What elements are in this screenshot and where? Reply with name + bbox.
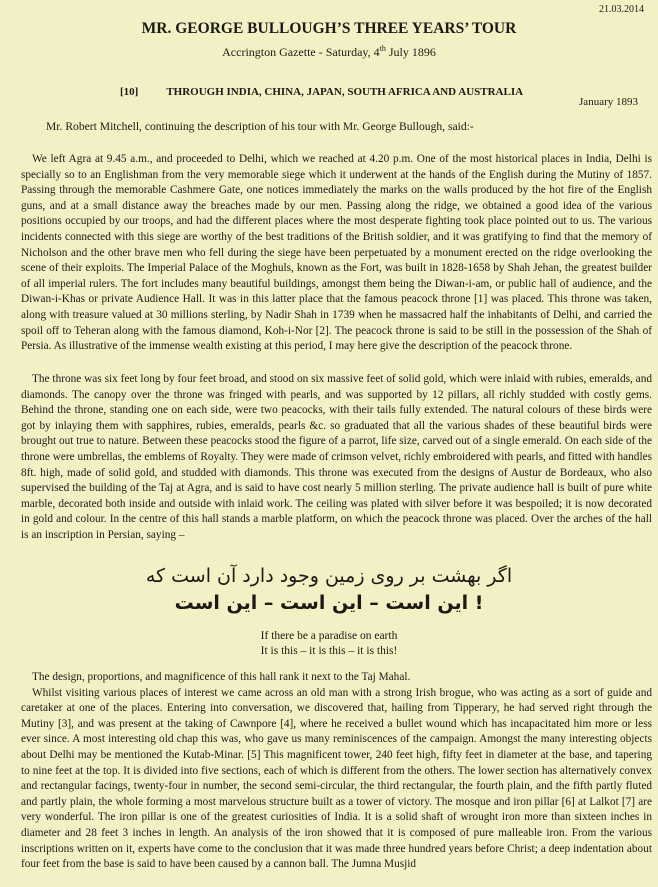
date-stamp: 21.03.2014 [599, 4, 644, 15]
section-number: [10] [120, 86, 139, 98]
paragraph-text: Whilst visiting various places of interest we came across an old man with a strong Irish brogue, who was acting as a sort of guide and caretaker at one of the places. Entering into conversation, we discovered that, hailing from Tipperary, he had served right through the Mutiny [3], and was present at the taking of Cawnpore [4], where he received a bullet wound which has incapacitated him more or less ever since. A most interesting old chap this was, who gave us many reminiscences of the campaign. Amongst the many interesting objects about Delhi may be mentioned the Kutab-Minar. [5] This magnificent tower, 240 feet high, fifty feet in diameter at the base, and tapering to nine feet at the top. It is divided into five sections, each of which is different from the others. The lower section has alternatively convex and rectangular facings, twenty-four in number, the second semi-circular, the third rectangular, the fourth plain, and the fifth partly fluted and partly plain, the whole forming a most marvelous structure built as a tower of victory. The mosque and iron pillar [6] at Lalkot [7] are very wonderful. The iron pillar is one of the greatest curiosities of India. It is a solid shaft of wrought iron more than sixteen inches in diameter and 28 feet 3 inches in length. An analysis of the iron showed that it is composed of pure malleable iron. From the various inscriptions written on it, experts have come to the conclusion that it was made three hundred years before Christ; a deep indentation about four feet from the base is said to have been caused by a cannon ball. The Jumna Musjid [21, 686, 652, 871]
dateline-ordinal: th [379, 44, 386, 53]
newspaper-dateline [0, 44, 658, 60]
paragraph-text: The design, proportions, and magnificence of this hall rank it next to the Taj Mahal. [32, 671, 411, 683]
body-paragraph-3 [21, 670, 652, 873]
paragraph-text: The throne was six feet long by four feet broad, and stood on six massive feet of solid gold, which were inlaid with rubies, emeralds, and diamonds. The canopy over the throne was fringed with pearls, and was supported by 12 pillars, all richly studded with costly gems. Behind the throne, standing one on each side, were two peacocks, with their tails fully extended. The natural colours of these birds were got by inlaying them with sapphires, rubies, emeralds, pearls &c. so graduated that all the various shades of these beautiful birds were brought out true to nature. Between these peacocks stood the figure of a parrot, life size, carved out of a single emerald. On each side of the throne were umbrellas, the emblems of Royalty. They were made of crimson velvet, richly embroidered with pearls, and fitted with handles 8ft. high, made of solid gold, and studded with diamonds. This throne was executed from the designs of Austur de Bordeaux, who also supervised the building of the Taj at Agra, and is said to have cost nearly 5 million sterling. The private audience hall is built of pure white marble, decorated both inside and outside with inlaid work. The ceiling was plated with silver before it was bespoiled; it is now decorated in gold and colour. In the centre of this hall stands a marble platform, on which the peacock throne was placed. Over the arches of the hall is an inscription in Persian, saying – [21, 373, 652, 541]
dateline-prefix: Accrington Gazette - Saturday, 4 [222, 45, 380, 59]
translation-line-1: If there be a paradise on earth [260, 630, 398, 642]
body-paragraph-1 [21, 152, 652, 355]
section-heading [120, 86, 523, 98]
article-title: MR. GEORGE BULLOUGH’S THREE YEARS’ TOUR [141, 20, 517, 37]
paragraph-text: We left Agra at 9.45 a.m., and proceeded to Delhi, which we reached at 4.20 p.m. One of the most historical places in India, Delhi is specially so to an Englishman from the very memorable siege which it underwent at the hands of the English during the Mutiny of 1857. Passing through the memorable Cashmere Gate, one notices immediately the marks on the walls produced by the hot fire of the English guns, and at a small distance away the breaches made by our men. Passing along the ridge, we obtained a good idea of the various positions occupied by our troops, and had the different places where the most desperate fighting took place pointed out to us. The various incidents connected with this siege are worthy of the best traditions of the British soldier, and it was gratifying to find that the memory of Nicholson and the other brave men who fell during the siege have been perpetuated by a monument erected on the ridge overlooking the scene of their exploits. The Imperial Palace of the Moghuls, known as the Fort, was built in 1828-1658 by Shah Jehan, the greatest builder of all imperial rulers. The fort includes many beautiful buildings, amongst them being the Diwan-i-am, or public hall of audience, and the Diwan-i-Khas or private Audience Hall. It was in this latter place that the famous peacock throne [1] was placed. This throne was taken, along with treasure valued at 30 millions sterling, by Nadir Shah in 1739 when he massacred half the inhabitants of Delhi, and carried the spoil off to Teheran along with the famous diamond, Koh-i-Nor [2]. The peacock throne is said to be still in the possession of the Shah of Persia. As illustrative of the immense wealth existing at this period, I may here give the description of the peacock throne. [21, 153, 652, 353]
persian-inscription-line-1: اگر بهشت بر روی زمین وجود دارد آن است که [145, 565, 513, 587]
month-label: January 1893 [579, 96, 638, 108]
body-paragraph-2 [21, 372, 652, 544]
intro-line: Mr. Robert Mitchell, continuing the description of his tour with Mr. George Bullough, said:- [46, 120, 474, 133]
section-title: THROUGH INDIA, CHINA, JAPAN, SOUTH AFRICA AND AUSTRALIA [166, 86, 524, 98]
translation-line-2: It is this – it is this – it is this! [260, 645, 398, 657]
persian-inscription-line-2: ! این است – این است – این است [174, 592, 484, 614]
dateline-suffix: July 1896 [385, 45, 436, 59]
